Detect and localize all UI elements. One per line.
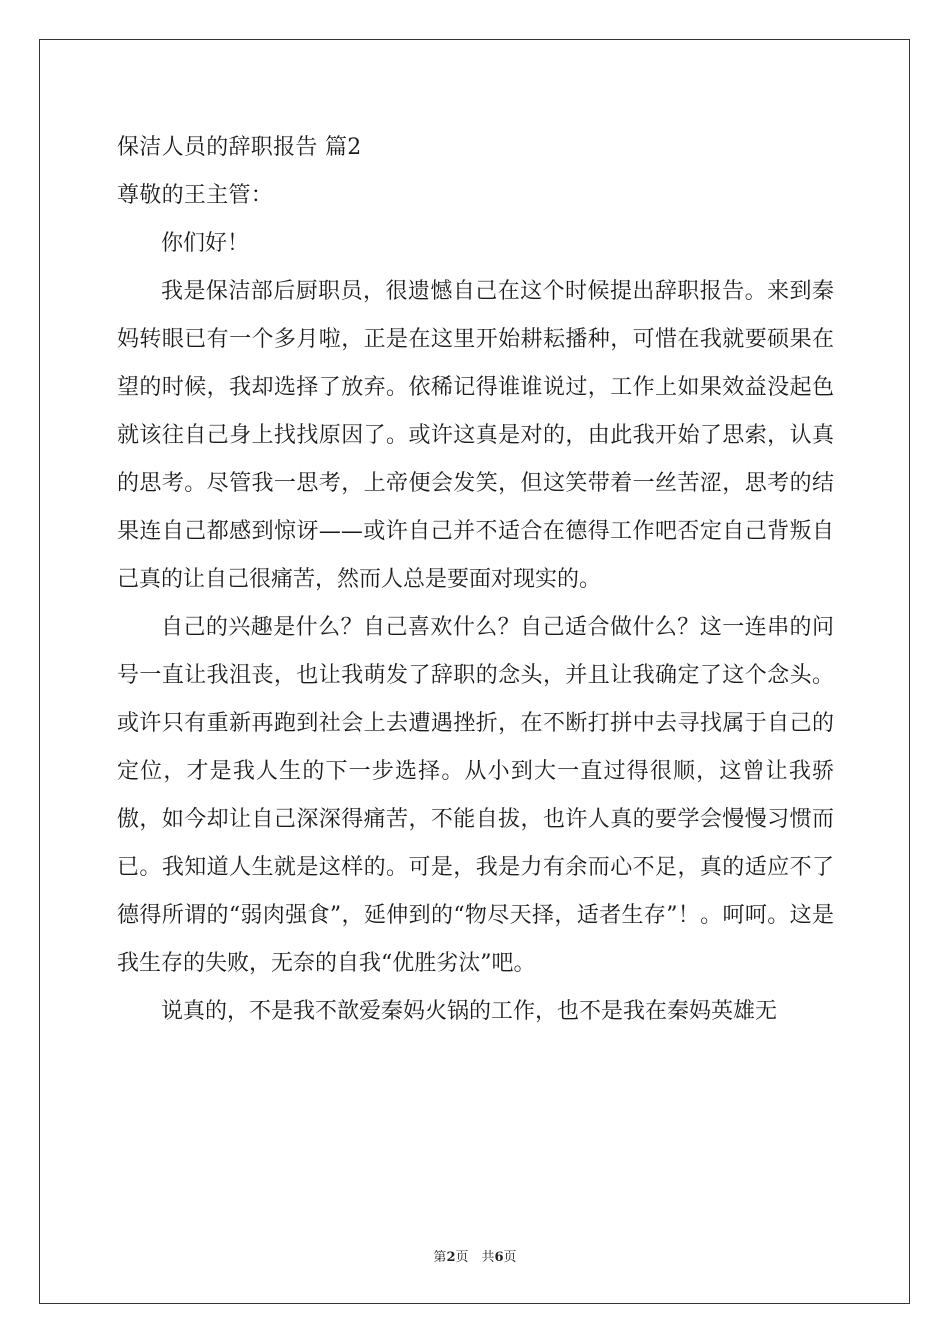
- paragraph-3: 说真的，不是我不歆爱秦妈火锅的工作，也不是我在秦妈英雄无: [161, 999, 778, 1024]
- paragraph-1: 我是保洁部后厨职员，很遗憾自己在这个时候提出辞职报告。来到秦妈转眼已有一个多月啦，正是在这里开始耕耘播种，可惜在我就要硕果在望的时候，我却选择了放弃。依稀记得谁谁说过，工作上如果效益没起色就该往自己身上找找原因了。或许这真是对的，由此我开始了思索，认真的思考。尽管我一思考，上帝便会发笑，但这笑带着一丝苦涩，思考的结果连自己都感到惊讶——或许自己并不适合在德得工作吧否定自己背叛自己真的让自己很痛苦，然而人总是要面对现实的。: [117, 279, 834, 592]
- page-current-number: 2: [446, 1250, 456, 1265]
- paragraph-2: 自己的兴趣是什么？自己喜欢什么？自己适合做什么？这一连串的问号一直让我沮丧，也让我萌发了辞职的念头，并且让我确定了这个念头。或许只有重新再跑到社会上去遭遇挫折，在不断打拼中去寻找属于自己的定位，才是我人生的下一步选择。从小到大一直过得很顺，这曾让我骄傲，如今却让自己深深得痛苦，不能自拔，也许人真的要学会慢慢习惯而已。我知道人生就是这样的。可是，我是力有余而心不足，真的适应不了德得所谓的“弱肉强食”，延伸到的“物尽天择，适者生存”！。呵呵。这是我生存的失败，无奈的自我“优胜劣汰”吧。: [117, 615, 834, 976]
- greeting: 你们好！: [161, 231, 250, 256]
- document-title: 保洁人员的辞职报告 篇2: [117, 135, 362, 160]
- page-label-prefix: 第: [433, 1250, 447, 1265]
- page-footer: [0, 1246, 950, 1265]
- document-body: [117, 124, 834, 1036]
- salutation: 尊敬的王主管：: [117, 183, 274, 208]
- page-label-mid: 页 共: [455, 1250, 495, 1265]
- page-label-suffix: 页: [503, 1250, 517, 1265]
- page-total-number: 6: [494, 1250, 504, 1265]
